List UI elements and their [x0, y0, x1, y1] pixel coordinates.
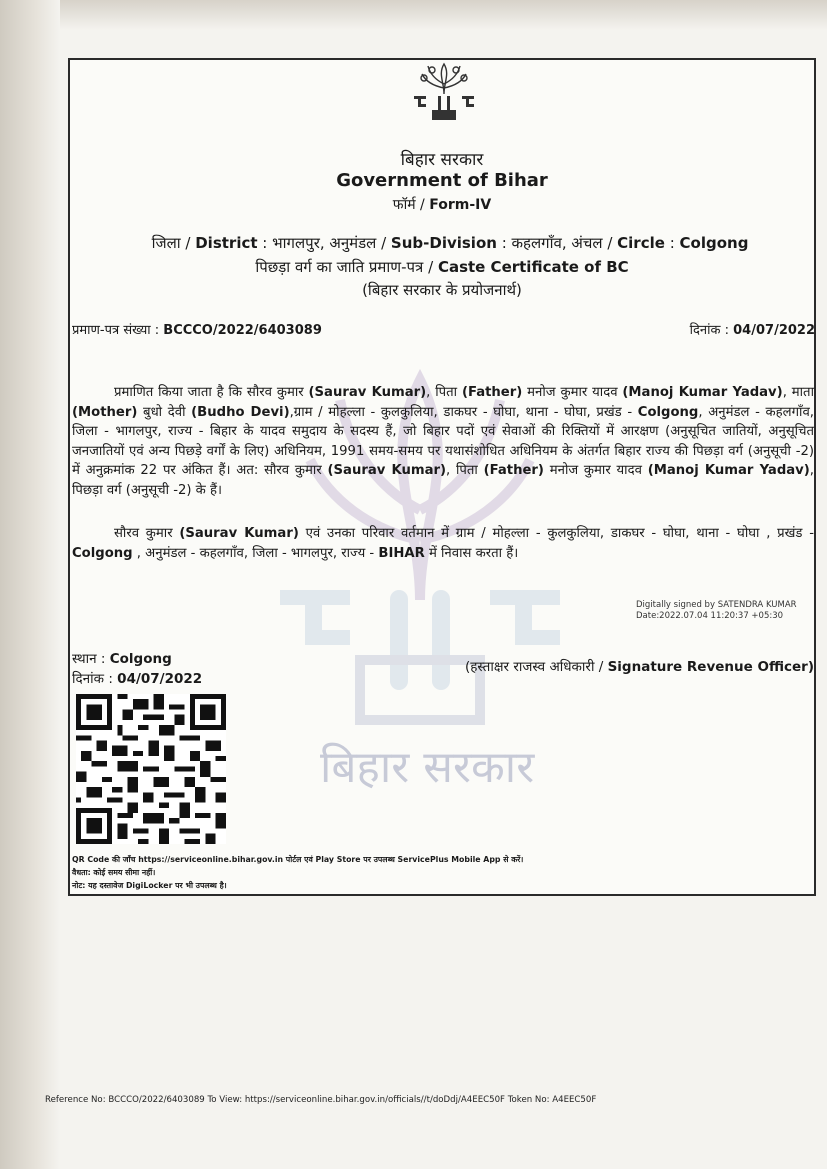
- digital-signature-name: Digitally signed by SATENDRA KUMAR: [636, 600, 797, 610]
- title-english: Government of Bihar: [336, 170, 548, 191]
- district-line: जिला / District : भागलपुर, अनुमंडल / Sub-Division : कहलगाँव, अंचल / Circle : Colgong: [151, 234, 749, 252]
- bihar-emblem-icon: [410, 60, 478, 124]
- scan-shadow-top: [0, 0, 827, 30]
- residence-paragraph: सौरव कुमार (Saurav Kumar) एवं उनका परिवार वर्तमान में ग्राम / मोहल्ला - कुलकुलिया, डाकघर - घोघा, थाना - घोघा , प्रखंड - Colgong , अनुमंडल - कहलगाँव, जिला - भागलपुर, राज्य - BIHAR में निवास करता हैं।: [72, 526, 814, 561]
- footnote-digilocker: नोट: यह दस्तावेज DigiLocker पर भी उपलब्ध है।: [72, 881, 227, 890]
- digital-signature-date: Date:2022.07.04 11:20:37 +05:30: [636, 611, 784, 621]
- place: स्थान : Colgong: [72, 651, 172, 667]
- certificate-title: पिछड़ा वर्ग का जाति प्रमाण-पत्र / Caste Certificate of BC: [255, 258, 629, 276]
- issue-date: दिनांक : 04/07/2022: [689, 323, 815, 338]
- place-date: दिनांक : 04/07/2022: [72, 671, 203, 687]
- footnote-qr: QR Code की जाँच https://serviceonline.bihar.gov.in पोर्टल एवं Play Store पर उपलब्ध ServicePlus Mobile App से करें।: [72, 855, 524, 864]
- purpose-text: (बिहार सरकार के प्रयोजनार्थ): [362, 281, 522, 299]
- form-number: फॉर्म / Form-IV: [392, 197, 492, 213]
- qr-code-icon[interactable]: [76, 694, 226, 844]
- scan-shadow-left: [0, 0, 60, 1169]
- certificate-number: प्रमाण-पत्र संख्या : BCCCO/2022/6403089: [72, 323, 322, 338]
- footnote-validity: वैधता: कोई समय सीमा नहीं।: [72, 868, 156, 877]
- signature-authority: (हस्ताक्षर राजस्व अधिकारी / Signature Revenue Officer): [464, 659, 814, 675]
- title-hindi: बिहार सरकार: [400, 150, 484, 170]
- reference-line: Reference No: BCCCO/2022/6403089 To View: https://serviceonline.bihar.gov.in/officials//t/doDdj/A4EEC50F Token No: A4EEC50F: [45, 1095, 597, 1105]
- watermark-text: बिहार सरकार: [320, 742, 535, 793]
- certification-paragraph: प्रमाणित किया जाता है कि सौरव कुमार (Saurav Kumar), पिता (Father) मनोज कुमार यादव (Manoj Kumar Yadav), माता (Mother) बुधो देवी (Budho Devi),ग्राम / मोहल्ला - कुलकुलिया, डाकघर - घोघा, थाना - घोघा, प्रखंड - Colgong, अनुमंडल - कहलगाँव, जिला - भागलपुर, राज्य - बिहार के यादव समुदाय के सदस्य हैं, जो बिहार पदों एवं सेवाओं की रिक्तियों में आरक्षण (अनुसूचित जातियों, अनुसूचित जनजातियों एवं अन्य पिछड़े वर्गों के लिए) अधिनियम, 1991 समय-समय पर यथासंशोधित अधिनियम के अंतर्गत बिहार राज्य की पिछड़ा वर्ग (अनुसूची -2) में अनुक्रमांक 22 पर अंकित हैं। अत: सौरव कुमार (Saurav Kumar), पिता (Father) मनोज कुमार यादव (Manoj Kumar Yadav), पिछड़ा वर्ग (अनुसूची -2) के हैं।: [72, 385, 814, 498]
